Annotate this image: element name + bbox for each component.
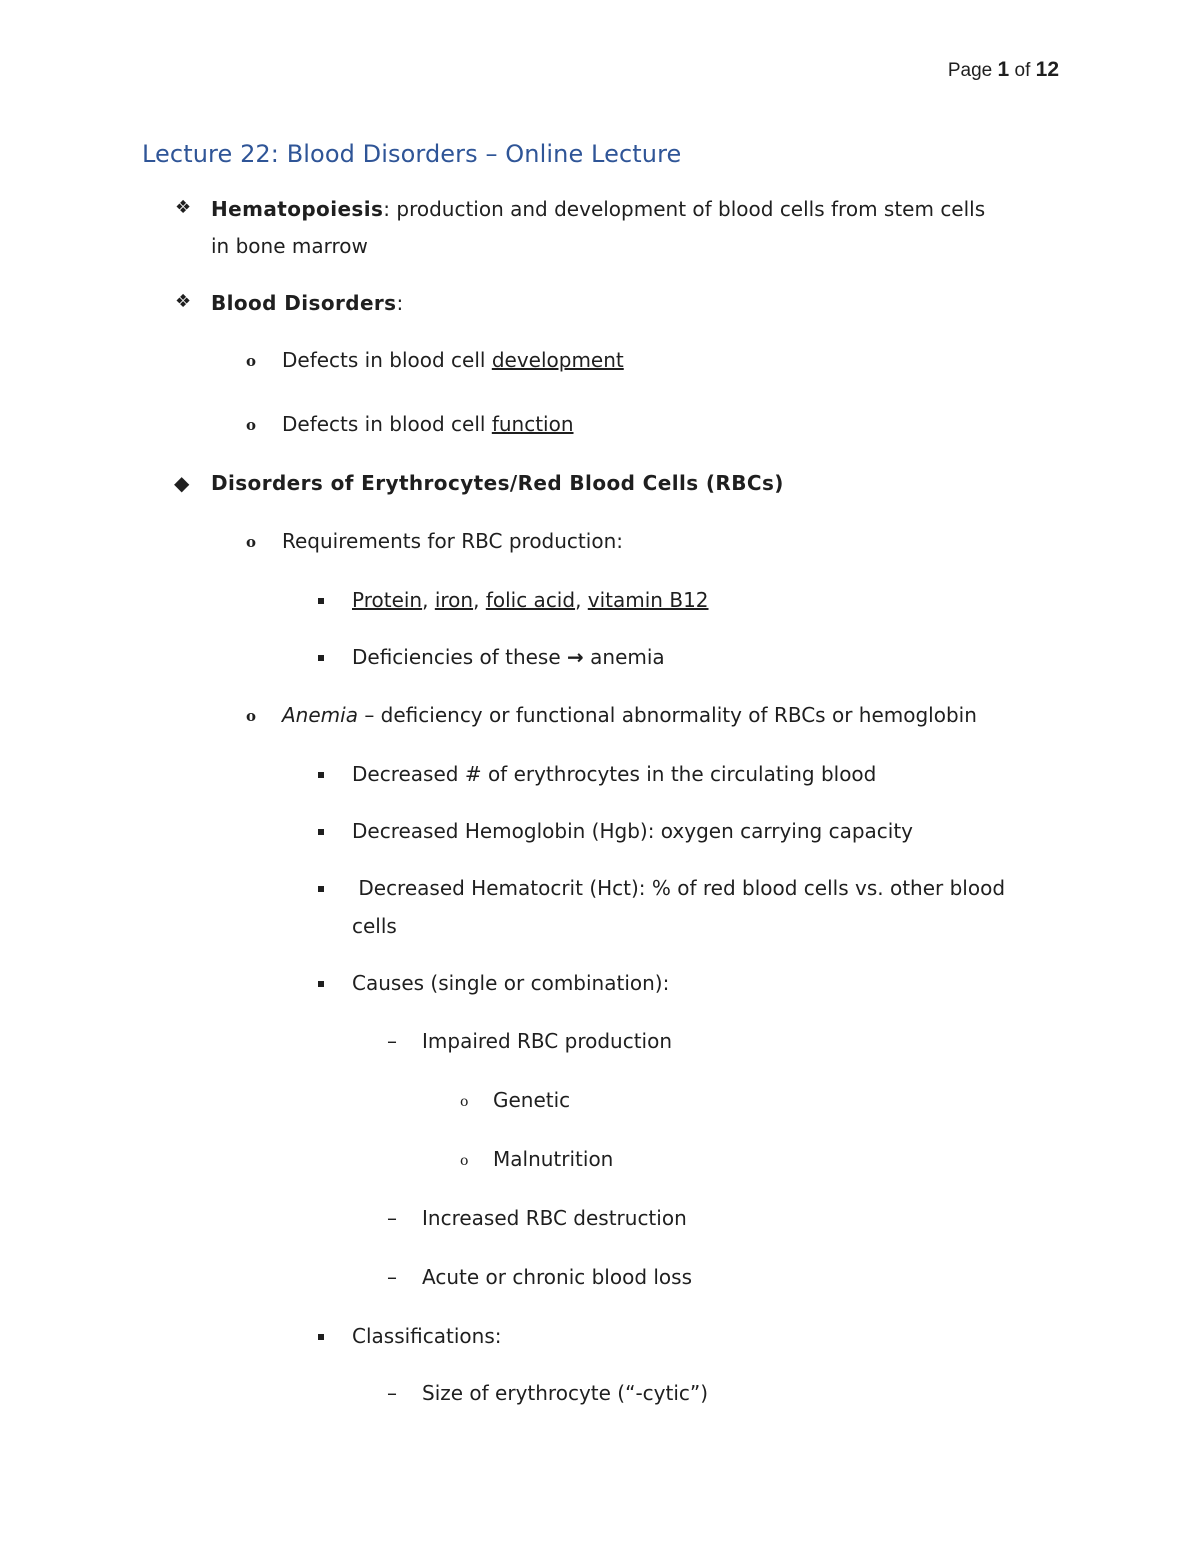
- square-bullet-icon: [318, 829, 324, 835]
- page-total: 12: [1035, 58, 1059, 81]
- classification-item: Size of erythrocyte (“-cytic”): [422, 1381, 709, 1405]
- cause-sub-item: Genetic: [493, 1088, 571, 1112]
- square-bullet-icon: [318, 1334, 324, 1340]
- req-iron: iron: [434, 588, 474, 612]
- anemia-sub-item-cont: cells: [352, 914, 397, 938]
- dash-bullet-icon: –: [387, 1206, 397, 1230]
- square-bullet-icon: [318, 886, 324, 892]
- o-bullet-icon: o: [246, 352, 257, 370]
- anemia-sub-item: Decreased Hematocrit (Hct): % of red blood cells vs. other blood: [352, 876, 1006, 900]
- requirements-list: [352, 582, 709, 619]
- hematopoiesis-definition: : production and development of blood cells from stem cells: [383, 197, 986, 221]
- separator: ,: [575, 588, 588, 612]
- o-bullet-icon: o: [246, 533, 257, 551]
- hematopoiesis-term: Hematopoiesis: [211, 197, 384, 221]
- square-bullet-icon: [318, 981, 324, 987]
- square-bullet-icon: [318, 772, 324, 778]
- of-word: of: [1014, 60, 1031, 81]
- diamond-bullet-icon: ❖: [175, 197, 192, 218]
- diamond-bullet-icon: ❖: [175, 291, 192, 312]
- o-bullet-icon: o: [460, 1153, 469, 1169]
- req-folic-acid: folic acid: [485, 588, 576, 612]
- page-word: Page: [947, 60, 993, 81]
- o-bullet-icon: o: [460, 1094, 469, 1110]
- separator: ,: [422, 588, 435, 612]
- function-term: function: [491, 412, 574, 436]
- development-term: development: [491, 348, 624, 372]
- defect-prefix: Defects in blood cell: [282, 348, 492, 372]
- separator: ,: [473, 588, 486, 612]
- anemia-item: [282, 697, 977, 734]
- colon: :: [396, 291, 404, 315]
- classifications-item: Classifications:: [352, 1324, 502, 1348]
- arrow-right-icon: →: [567, 645, 584, 669]
- o-bullet-icon: o: [246, 416, 257, 434]
- hematopoiesis-line: [211, 191, 985, 228]
- blood-disorders-heading: [211, 285, 403, 322]
- hematopoiesis-line-2: in bone marrow: [211, 234, 368, 258]
- defect-prefix: Defects in blood cell: [282, 412, 492, 436]
- o-bullet-icon: o: [246, 707, 257, 725]
- req-vitamin-b12: vitamin B12: [587, 588, 709, 612]
- page-number: [948, 58, 1059, 82]
- deficiencies-item: [352, 639, 665, 676]
- cause-sub-item: Malnutrition: [493, 1147, 614, 1171]
- causes-item: Causes (single or combination):: [352, 971, 670, 995]
- cause-item: Increased RBC destruction: [422, 1206, 687, 1230]
- erythrocytes-heading: Disorders of Erythrocytes/Red Blood Cells (RBCs): [211, 471, 784, 495]
- dash-bullet-icon: –: [387, 1265, 397, 1289]
- anemia-sub-item: Decreased # of erythrocytes in the circulating blood: [352, 762, 877, 786]
- cause-item: Impaired RBC production: [422, 1029, 673, 1053]
- square-bullet-icon: [318, 655, 324, 661]
- defect-development-item: [282, 342, 624, 379]
- deficiency-suffix: anemia: [583, 645, 665, 669]
- square-bullet-icon: [318, 598, 324, 604]
- dash-bullet-icon: –: [387, 1381, 397, 1405]
- dash-bullet-icon: –: [387, 1029, 397, 1053]
- solid-diamond-bullet-icon: ◆: [174, 471, 190, 495]
- page-current: 1: [997, 58, 1010, 81]
- cause-item: Acute or chronic blood loss: [422, 1265, 693, 1289]
- requirements-item: Requirements for RBC production:: [282, 529, 623, 553]
- anemia-definition: – deficiency or functional abnormality of RBCs or hemoglobin: [357, 703, 977, 727]
- deficiency-prefix: Deficiencies of these: [352, 645, 568, 669]
- anemia-term: Anemia: [282, 703, 358, 727]
- req-protein: Protein: [352, 588, 423, 612]
- blood-disorders-term: Blood Disorders: [211, 291, 397, 315]
- defect-function-item: [282, 406, 574, 443]
- document-title: Lecture 22: Blood Disorders – Online Lecture: [142, 140, 682, 168]
- anemia-sub-item: Decreased Hemoglobin (Hgb): oxygen carrying capacity: [352, 819, 914, 843]
